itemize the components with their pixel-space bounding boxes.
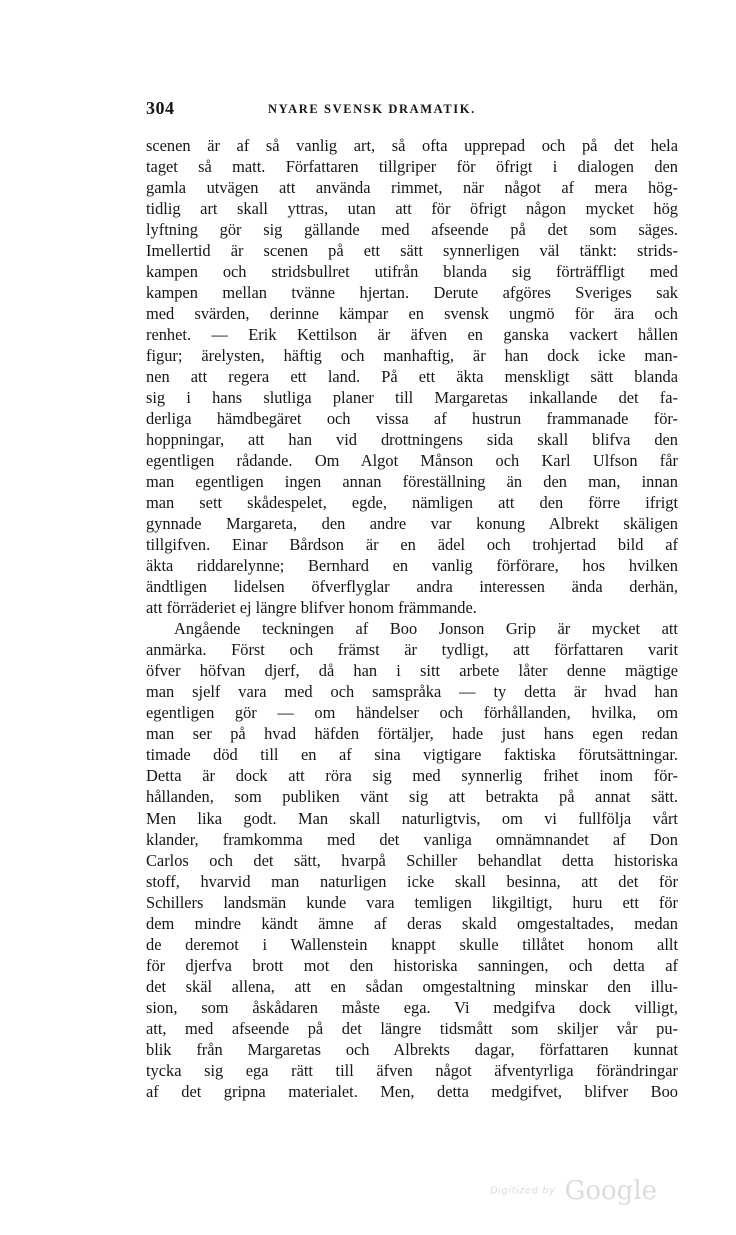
- text-line: med svärden, derinne kämpar en svensk ungmö för ära och: [146, 304, 678, 324]
- watermark-prefix: Digitized by: [490, 1185, 556, 1197]
- text-line: renhet. — Erik Kettilson är äfven en ganska vackert hållen: [146, 325, 678, 345]
- text-line: de deremot i Wallenstein knappt skulle tillåtet honom allt: [146, 934, 678, 954]
- text-line: derliga hämdbegäret och vissa af hustrun frammanade för-: [146, 409, 678, 429]
- text-line: Men lika godt. Man skall naturligtvis, om vi fullfölja vårt: [146, 808, 678, 828]
- running-title: NYARE SVENSK DRAMATIK.: [268, 102, 476, 116]
- text-line: för djerfva brott mot den historiska sanningen, och detta af: [146, 955, 678, 975]
- text-line: egentligen rådande. Om Algot Månson och Karl Ulfson får: [146, 451, 678, 471]
- text-line: gynnade Margareta, den andre var konung Albrekt skäligen: [146, 514, 678, 534]
- text-line: man sjelf vara med och samspråka — ty detta är hvad han: [146, 682, 678, 702]
- text-line: egentligen gör — om händelser och förhållanden, hvilka, om: [146, 703, 678, 723]
- text-line: timade död till en af sina vigtigare faktiska förutsättningar.: [146, 745, 678, 765]
- text-line: figur; ärelysten, häftig och manhaftig, är han dock icke man-: [146, 346, 678, 366]
- text-line: Detta är dock att röra sig med synnerlig frihet inom för-: [146, 766, 678, 786]
- digitized-by-google-watermark: [490, 1176, 657, 1206]
- text-line: öfver höfvan djerf, då han i sitt arbete låter denne mägtige: [146, 661, 678, 681]
- text-line: man sett skådespelet, egde, nämligen att den förre ifrigt: [146, 493, 678, 513]
- text-line: taget så matt. Författaren tillgriper för öfrigt i dialogen den: [146, 157, 678, 177]
- text-line: hoppningar, att han vid drottningens sida skall blifva den: [146, 430, 678, 450]
- paragraph-last-line: att förräderiet ej längre blifver honom främmande.: [146, 598, 477, 618]
- page-number: 304: [146, 98, 175, 118]
- text-line: äkta riddarelynne; Bernhard en vanlig förförare, hos hvilken: [146, 556, 678, 576]
- text-line: anmärka. Först och främst är tydligt, att författaren varit: [146, 640, 678, 660]
- text-line: gamla utvägen att använda rimmet, när något af mera hög-: [146, 178, 678, 198]
- text-line: dem mindre kändt ämne af deras skald omgestaltades, medan: [146, 913, 678, 933]
- text-line: nen att regera ett land. På ett äkta menskligt sätt blanda: [146, 367, 678, 387]
- text-line: tycka sig ega rätt till äfven något äfventyrliga förändringar: [146, 1060, 678, 1080]
- text-line: Schillers landsmän kunde vara temligen likgiltigt, huru ett för: [146, 892, 678, 912]
- text-line: sig i hans slutliga planer till Margaretas inkallande det fa-: [146, 388, 678, 408]
- text-line: kampen och stridsbullret utifrån blanda sig förträffligt med: [146, 262, 678, 282]
- text-line: tillgifven. Einar Bårdson är en ädel och trohjertad bild af: [146, 535, 678, 555]
- text-line: sion, som åskådaren måste ega. Vi medgifva dock villigt,: [146, 997, 678, 1017]
- text-line: man egentligen ingen annan föreställning än den man, innan: [146, 472, 678, 492]
- text-line: lyftning gör sig gällande med afseende på det som säges.: [146, 220, 678, 240]
- text-line: att, med afseende på det längre tidsmått som skiljer vår pu-: [146, 1018, 678, 1038]
- text-line: tidlig art skall yttras, utan att för öfrigt någon mycket hög: [146, 199, 678, 219]
- text-line: Carlos och det sätt, hvarpå Schiller behandlat detta historiska: [146, 850, 678, 870]
- text-line: kampen mellan tvänne hjertan. Derute afgöres Sveriges sak: [146, 283, 678, 303]
- text-line: Imellertid är scenen på ett sätt synnerligen väl tänkt: strids-: [146, 241, 678, 261]
- text-line: stoff, hvarvid man naturligen icke skall besinna, att det för: [146, 871, 678, 891]
- text-line: scenen är af så vanlig art, så ofta upprepad och på det hela: [146, 136, 678, 155]
- text-line: ändtligen lidelsen öfverflyglar andra interessen ända derhän,: [146, 577, 678, 597]
- text-line: klander, framkomma med det vanliga omnämnandet af Don: [146, 829, 678, 849]
- text-line: man ser på hvad häfden förtäljer, hade just hans egen redan: [146, 724, 678, 744]
- text-line: af det gripna materialet. Men, detta medgifvet, blifver Boo: [146, 1081, 678, 1101]
- paragraph-first-line: Angående teckningen af Boo Jonson Grip är mycket att: [174, 619, 678, 639]
- text-line: det skäl allena, att en sådan omgestaltning minskar den illu-: [146, 976, 678, 996]
- body-text: [146, 135, 678, 1102]
- running-head: [146, 98, 678, 122]
- google-logo-icon: Google: [564, 1176, 658, 1206]
- text-line: hållanden, som publiken vänt sig att betrakta på annat sätt.: [146, 787, 678, 807]
- text-line: blik från Margaretas och Albrekts dagar, författaren kunnat: [146, 1039, 678, 1059]
